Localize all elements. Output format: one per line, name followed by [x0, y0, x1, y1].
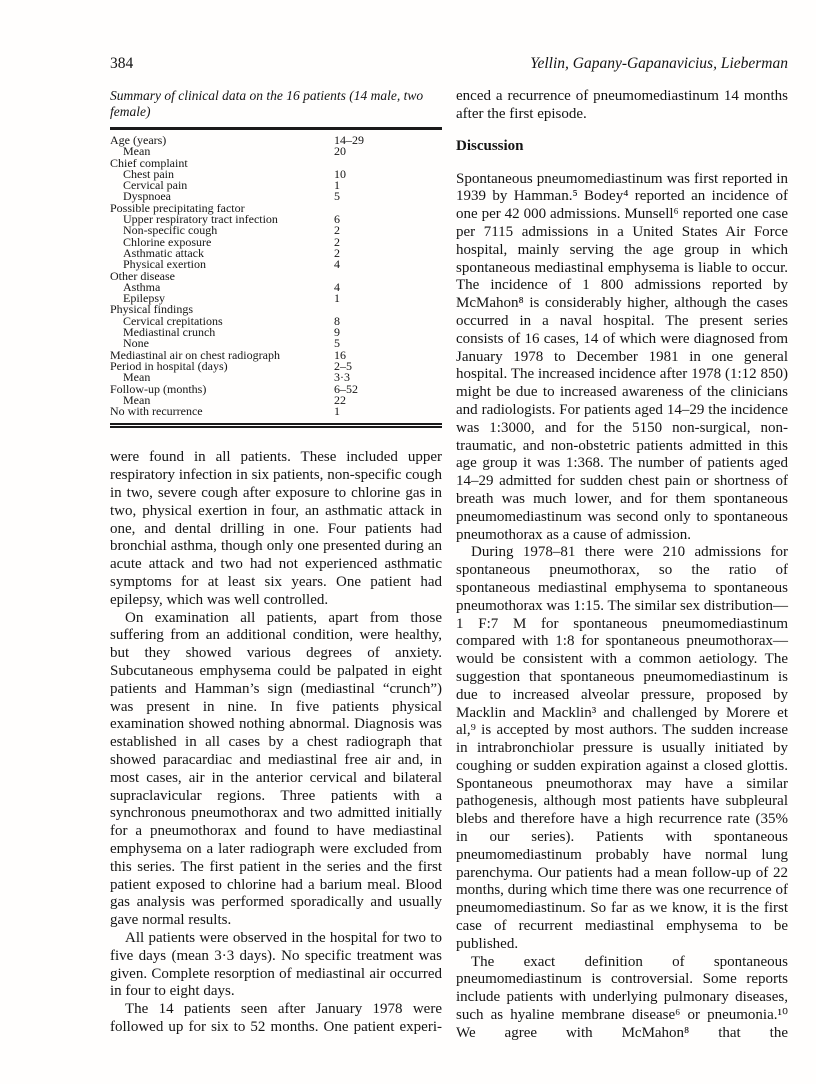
row-value: 20: [334, 144, 346, 159]
body-paragraph: On examination all patients, apart from those suffering from an additional condition, were healthy, but they showed various degrees of anxiety. Subcutaneous emphysema could be palpated in eight patients and Hamman’s sign (mediastinal “crunch”) was present in nine. In five patients physical examination showed nothing abnormal. Diagnosis was established in all cases by a chest radiograph that showed paracardiac and mediastinal free air and, in most cases, air in the anterior cervical and bilateral supraclavicular regions. Three patients with a synchronous pneumothorax and two admitted initially for a pneumothorax and found to have mediastinal emphysema on a later radiograph were excluded from this series. The first patient in the series and the first patient exposed to chlorine had a barium meal. Blood gas analysis was performed sporadically and usually gave normal results.: [110, 609, 442, 929]
row-value: 2: [334, 234, 340, 249]
row-value: [334, 271, 442, 282]
row-label: Epilepsy: [123, 291, 165, 306]
table-row: [110, 406, 442, 417]
row-value: 6: [334, 212, 340, 227]
row-label: Mean: [123, 370, 151, 385]
table-row: [110, 135, 442, 146]
page-number: 384: [110, 55, 134, 72]
row-label: Non-specific cough: [123, 223, 218, 238]
row-value: 1: [334, 291, 340, 306]
row-value: 9: [334, 325, 340, 340]
table-row: [110, 327, 442, 338]
clinical-data-table: [110, 127, 442, 428]
row-value: 1: [334, 178, 340, 193]
body-paragraph: All patients were observed in the hospital for two to five days (mean 3·3 days). No specific treatment was given. Complete resorption of mediastinal air occurred in four to eight days.: [110, 929, 442, 1000]
body-paragraph: The 14 patients seen after January 1978 were followed up for six to 52 months. One patient experi-: [110, 1001, 442, 1035]
row-label: Follow-up (months): [110, 381, 207, 396]
row-value: 2: [334, 223, 340, 238]
row-value: 3·3: [334, 370, 350, 385]
row-label: Asthma: [123, 279, 161, 294]
body-paragraph: were found in all patients. These included upper respiratory infection in six patients, non-specific cough in two, severe cough after exposure to chlorine gas in two, physical exertion in four, an asthmatic attack in one, and dental drilling in one. Four patients had bronchial asthma, though only one presented during an acute attack and two had not experienced asthmatic symptoms for at least six years. One patient had epilepsy, which was well controlled.: [110, 449, 442, 608]
row-label: Cervical crepitations: [123, 313, 223, 328]
row-label: Mean: [123, 144, 151, 159]
body-paragraph: Spontaneous pneumomediastinum was first reported in 1939 by Hamman.⁵ Bodey⁴ reported an incidence of one per 42 000 admissions. Munsell⁶ reported one case per 7115 admissions in a United States Air Force hospital, mainly serving the age group in which spontaneous mediastinal emphysema is liable to occur. The incidence of 1 800 admissions reported by McMahon⁸ is considerably higher, although the cases occurred in a naval hospital. The present series consists of 16 cases, 14 of which were diagnosed from January 1978 to December 1981 in one general hospital. The increased incidence after 1978 (1:12 850) might be due to increased awareness of the clinicians and radiologists. For patients aged 14–29 the incidence was 1:3000, and for the 5150 non-surgical, non-traumatic, and non-obstetric patients admitted in this age group it was 1:368. The number of patients aged 14–29 admitted for sudden chest pain or shortness of breath was much lower, and for them spontaneous pneumomediastinum was second only to spontaneous pneumothorax as a cause of admission.: [456, 170, 788, 543]
row-value: 14–29: [334, 133, 364, 147]
right-column: [456, 88, 788, 1043]
row-value: [334, 203, 442, 214]
row-value: 22: [334, 392, 346, 407]
row-value: [334, 158, 442, 169]
row-value: 1: [334, 404, 340, 419]
row-value: 6–52: [334, 381, 358, 396]
row-value: 4: [334, 279, 340, 294]
row-label: None: [123, 336, 149, 351]
row-label: Physical exertion: [123, 257, 206, 272]
row-label: Age (years): [110, 133, 167, 147]
row-value: 5: [334, 189, 340, 204]
row-value: 16: [334, 347, 346, 362]
row-label: No with recurrence: [110, 404, 203, 419]
body-paragraph: The exact definition of spontaneous pneumomediastinum is controversial. Some reports include patients with underlying pulmonary diseases, such as hyaline membrane disease⁶ or pneumonia.¹⁰ We agree with McMahon⁸ that the: [456, 953, 788, 1041]
row-value: 2–5: [334, 358, 352, 373]
row-label: Other disease: [110, 268, 175, 283]
row-label: Physical findings: [110, 302, 193, 317]
row-label: Chief complaint: [110, 155, 188, 170]
row-label: Dyspnoea: [123, 189, 171, 204]
table-caption: Summary of clinical data on the 16 patients (14 male, two female): [110, 88, 424, 119]
row-label: Mean: [123, 392, 151, 407]
row-label: Period in hospital (days): [110, 358, 228, 373]
running-head: [110, 55, 788, 73]
row-label: Chest pain: [123, 166, 174, 181]
row-value: 8: [334, 313, 340, 328]
row-value: 5: [334, 336, 340, 351]
table-row: [110, 358, 442, 373]
discussion-heading: Discussion: [456, 137, 524, 154]
row-value: 10: [334, 166, 346, 181]
row-label: Cervical pain: [123, 178, 188, 193]
row-value: 4: [334, 257, 340, 272]
row-label: Possible precipitating factor: [110, 200, 245, 215]
table-row: [110, 381, 442, 396]
left-column: [110, 88, 442, 1043]
body-paragraph: During 1978–81 there were 210 admissions for spontaneous pneumothorax, so the ratio of spontaneous mediastinal emphysema to spontaneous pneumothorax was 1:15. The similar sex distribution—1 F:7 M for spontaneous pneumomediastinum compared with 1:8 for spontaneous pneumothorax—would be consistent with a common aetiology. The suggestion that spontaneous pneumomediastinum is due to increased alveolar pressure, proposed by Macklin and Macklin³ and challenged by Morere et al,⁹ is accepted by most authors. The sudden increase in intrabronchiolar pressure is usually initiated by coughing or sudden expiration against a closed glottis. Spontaneous pneumothorax may have a similar pathogenesis, although most patients have subpleural blebs and therefore have a high recurrence rate (35% in our series). Patients with spontaneous pneumomediastinum probably have normal lung parenchyma. Our patients had a mean follow-up of 22 months, during which time there was one recurrence of pneumomediastinum. So far as we know, it is the first case of recurrent mediastinal emphysema to be published.: [456, 544, 788, 952]
row-label: Asthmatic attack: [123, 245, 204, 260]
running-header-authors: Yellin, Gapany-Gapanavicius, Lieberman: [530, 55, 788, 72]
row-label: Upper respiratory tract infection: [123, 212, 278, 227]
row-value: [334, 304, 442, 315]
row-label: Mediastinal air on chest radiograph: [110, 347, 280, 362]
row-label: Mediastinal crunch: [123, 325, 216, 340]
row-label: Chlorine exposure: [123, 234, 212, 249]
body-paragraph: enced a recurrence of pneumomediastinum 14 months after the first episode.: [456, 88, 788, 122]
row-value: 2: [334, 245, 340, 260]
